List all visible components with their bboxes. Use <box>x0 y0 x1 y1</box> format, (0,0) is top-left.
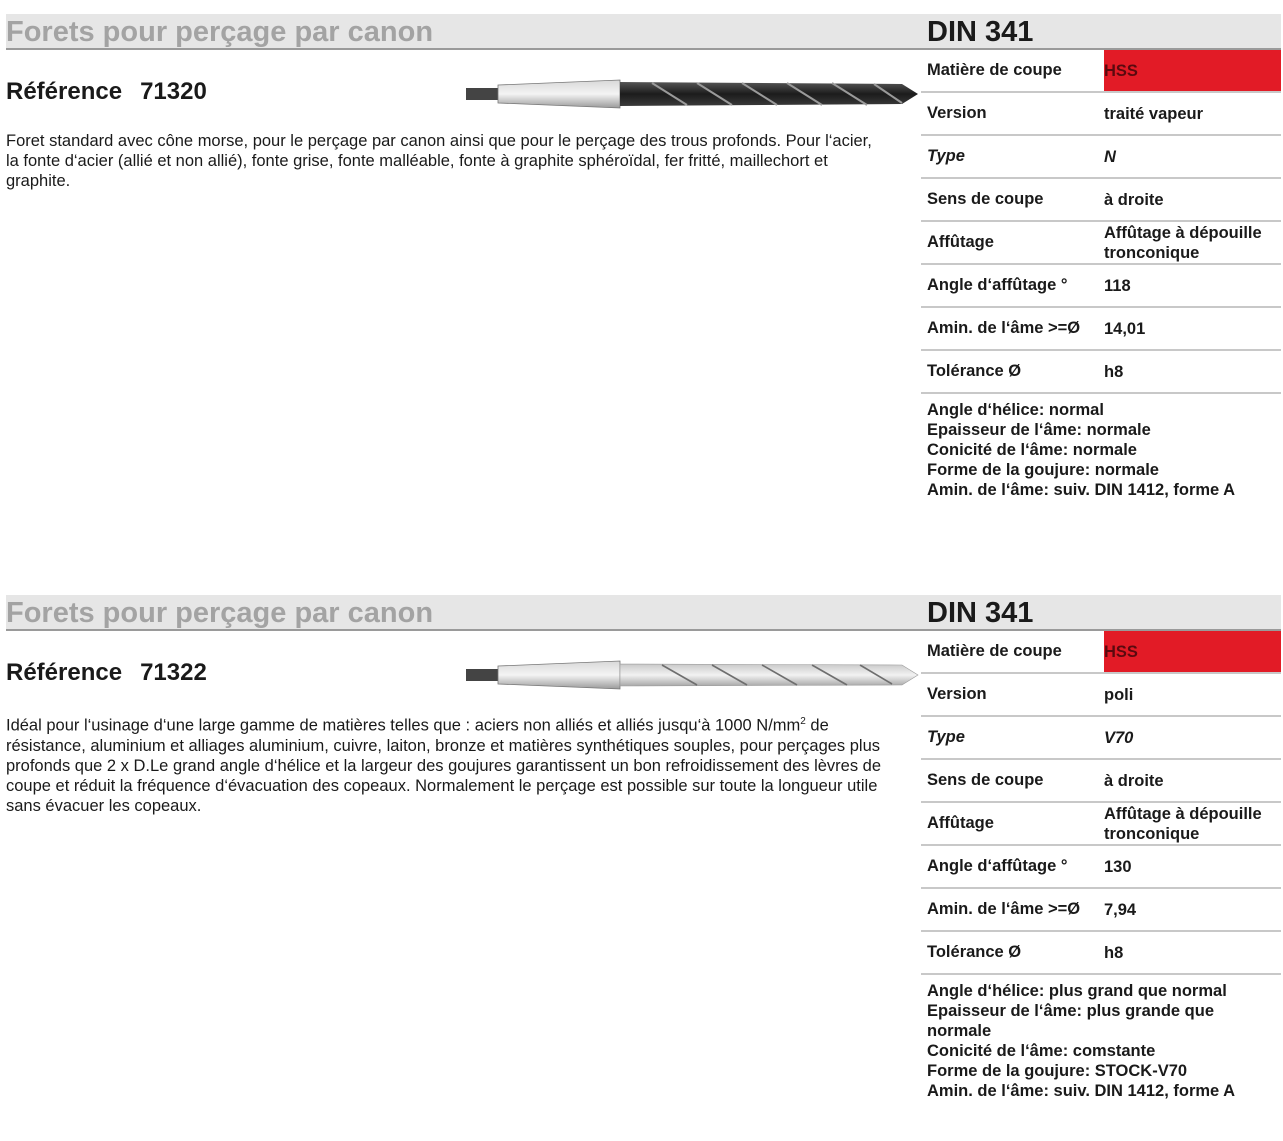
spec-row-cutting-direction <box>921 760 1281 803</box>
din-title-bar <box>921 595 1281 631</box>
spec-row-tolerance <box>921 932 1281 975</box>
reference-heading <box>6 659 207 687</box>
spec-row-web-thinning <box>921 889 1281 932</box>
spec-label: Angle d‘affûtage ° <box>927 276 1068 294</box>
spec-label: Matière de coupe <box>927 61 1062 79</box>
product-description <box>6 712 886 816</box>
spec-label: Tolérance Ø <box>927 943 1022 961</box>
spec-value: poli <box>1104 685 1134 704</box>
note-line: Angle d‘hélice: normal <box>927 401 1104 419</box>
spec-label: Type <box>927 728 965 746</box>
spec-notes <box>927 400 1277 500</box>
spec-row-sharpening <box>921 222 1281 265</box>
product-section-71322 <box>0 581 1283 1141</box>
spec-label: Tolérance Ø <box>927 362 1022 380</box>
spec-label: Angle d‘affûtage ° <box>927 857 1068 875</box>
section-title-bar <box>6 14 921 50</box>
spec-value: traité vapeur <box>1104 104 1204 123</box>
spec-row-web-thinning <box>921 308 1281 351</box>
spec-notes <box>927 981 1277 1101</box>
spec-label: Affûtage <box>927 814 994 832</box>
note-line: Angle d‘hélice: plus grand que normal <box>927 982 1227 1000</box>
spec-table <box>921 631 1281 975</box>
spec-label: Version <box>927 685 987 703</box>
spec-label: Affûtage <box>927 233 994 251</box>
spec-row-cutting-direction <box>921 179 1281 222</box>
note-line: Forme de la goujure: STOCK-V70 <box>927 1062 1188 1080</box>
note-line: Amin. de l‘âme: suiv. DIN 1412, forme A <box>927 481 1236 499</box>
din-standard: DIN 341 <box>927 16 1034 48</box>
spec-value: à droite <box>1104 771 1164 790</box>
note-line: Epaisseur de l‘âme: plus grande que normale <box>927 1002 1215 1040</box>
spec-value: h8 <box>1104 943 1124 962</box>
note-line: Epaisseur de l‘âme: normale <box>927 421 1151 439</box>
spec-table <box>921 50 1281 394</box>
note-line: Amin. de l‘âme: suiv. DIN 1412, forme A <box>927 1082 1236 1100</box>
reference-label: Référence <box>6 78 123 105</box>
spec-value: 118 <box>1104 276 1131 295</box>
drill-image-polished <box>462 655 922 695</box>
spec-row-cutting-material <box>921 50 1281 93</box>
spec-row-point-angle <box>921 846 1281 889</box>
spec-value-hss: HSS <box>1104 631 1281 672</box>
reference-number: 71320 <box>140 78 207 105</box>
spec-row-type <box>921 136 1281 179</box>
spec-value: V70 <box>1104 728 1134 747</box>
spec-label: Type <box>927 147 965 165</box>
spec-value: N <box>1104 147 1116 166</box>
note-line: Conicité de l‘âme: comstante <box>927 1042 1156 1060</box>
spec-label: Matière de coupe <box>927 642 1062 660</box>
product-section-71320 <box>0 0 1283 560</box>
spec-value: 7,94 <box>1104 900 1137 919</box>
note-line: Forme de la goujure: normale <box>927 461 1159 479</box>
spec-value: 130 <box>1104 857 1132 876</box>
drill-image-dark <box>462 74 922 114</box>
section-title: Forets pour perçage par canon <box>6 597 434 629</box>
reference-heading <box>6 78 207 106</box>
spec-label: Amin. de l‘âme >=Ø <box>927 319 1081 337</box>
description-text-cont: de résistance, aluminium et alliages aluminium, cuivre, laiton, bronze et matières synthétiques souples, pour perçages plus profonds que 2 x D.Le grand angle d‘hélice et la largeur des goujures garantissent un bon refroidissement des lèvres de coupe et réduit la fréquence d‘évacuation des copeaux. Normalement le perçage est possible sur toute la longueur utile sans évacuer les copeaux. <box>6 716 882 815</box>
section-title: Forets pour perçage par canon <box>6 16 434 48</box>
spec-label: Sens de coupe <box>927 190 1044 208</box>
din-standard: DIN 341 <box>927 597 1034 629</box>
spec-value: à droite <box>1104 190 1164 209</box>
note-line: Conicité de l‘âme: normale <box>927 441 1137 459</box>
spec-row-version <box>921 93 1281 136</box>
spec-label: Amin. de l‘âme >=Ø <box>927 900 1081 918</box>
spec-label: Version <box>927 104 987 122</box>
product-description: Foret standard avec cône morse, pour le perçage par canon ainsi que pour le perçage des trous profonds. Pour l‘acier, la fonte d‘acier (allié et non allié), fonte grise, fonte malléable, fonte à graphite sphéroïdal, fer fritté, maillechort et graphite. <box>6 132 872 190</box>
spec-row-type <box>921 717 1281 760</box>
spec-value: 14,01 <box>1104 319 1146 338</box>
spec-row-point-angle <box>921 265 1281 308</box>
spec-row-cutting-material <box>921 631 1281 674</box>
spec-value: Affûtage à dépouille tronconique <box>1104 804 1262 843</box>
spec-row-tolerance <box>921 351 1281 394</box>
spec-row-sharpening <box>921 803 1281 846</box>
spec-value: Affûtage à dépouille tronconique <box>1104 223 1262 262</box>
spec-value-hss: HSS <box>1104 50 1281 91</box>
section-title-bar <box>6 595 921 631</box>
reference-number: 71322 <box>140 659 207 686</box>
description-text: Idéal pour l‘usinage d‘une large gamme de matières telles que : aciers non alliés et alliés jusqu‘à 1000 N/mm <box>6 716 801 735</box>
din-title-bar <box>921 14 1281 50</box>
superscript-2: 2 <box>800 716 806 727</box>
spec-row-version <box>921 674 1281 717</box>
spec-label: Sens de coupe <box>927 771 1044 789</box>
spec-value: h8 <box>1104 362 1124 381</box>
reference-label: Référence <box>6 659 123 686</box>
